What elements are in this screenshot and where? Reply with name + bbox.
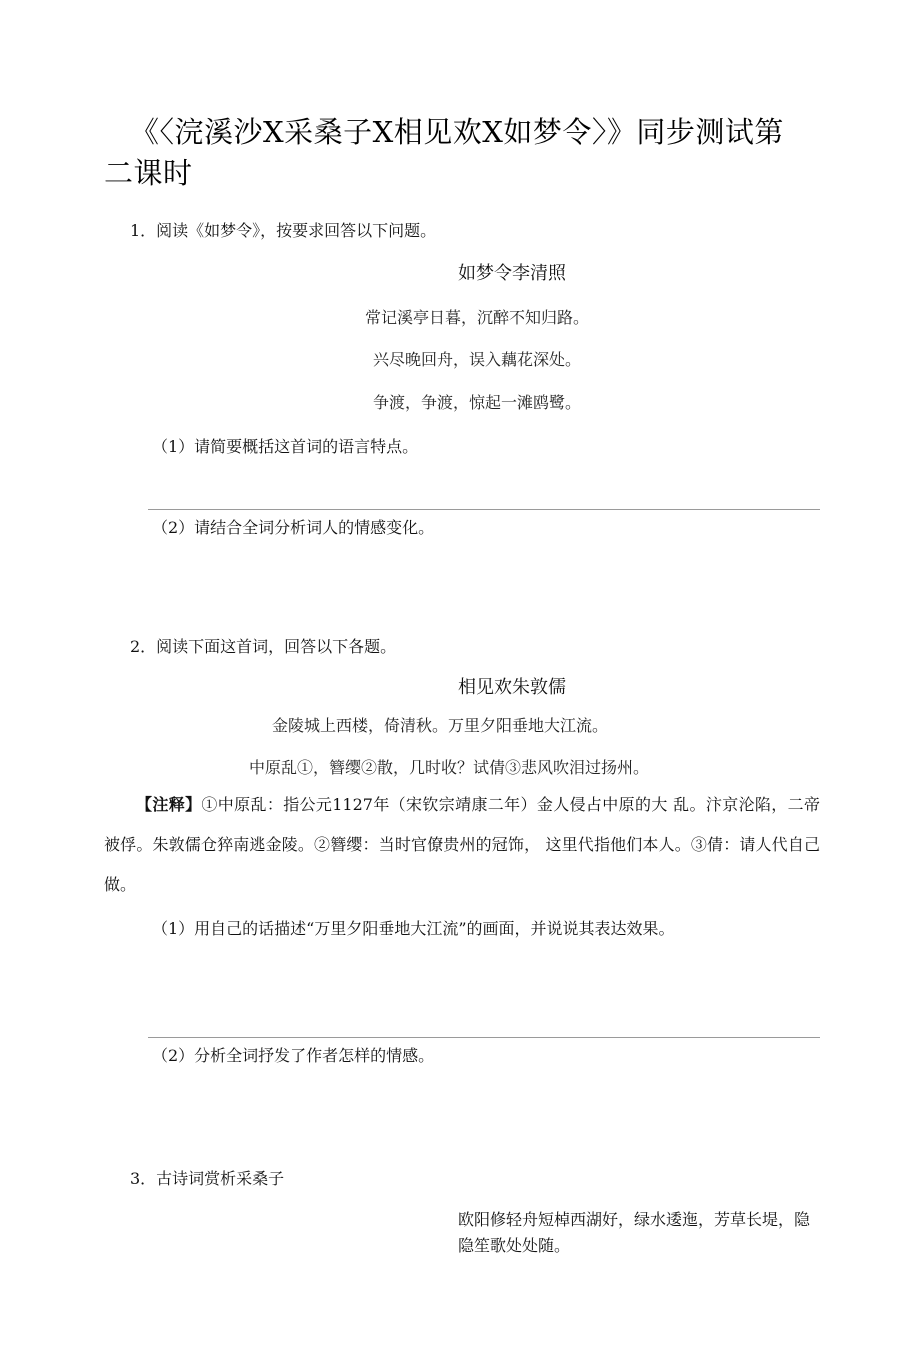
document-title-line2: 二课时 xyxy=(104,156,193,190)
document-title-line1: 《〈浣溪沙X采桑子X相见欢X如梦令〉》同步测试第 xyxy=(130,115,784,149)
q2-poem-title: 相见欢朱敦儒 xyxy=(458,677,566,698)
q2-poem-line: 金陵城上西楼，倚清秋。万里夕阳垂地大江流。 xyxy=(272,716,609,735)
q3-poem-text: 欧阳修轻舟短棹西湖好，绿水逶迤，芳草长堤，隐隐笙歌处处随。 xyxy=(458,1210,811,1255)
annotation-label: 【注释】 xyxy=(136,795,202,814)
q2-annotation xyxy=(104,785,820,905)
answer-line xyxy=(148,1037,820,1038)
q1-poem-line: 常记溪亭日暮，沉醉不知归路。 xyxy=(365,308,590,327)
q1-poem-line: 兴尽晚回舟，误入藕花深处。 xyxy=(373,350,582,369)
q1-subquestion-2: （2）请结合全词分析词人的情感变化。 xyxy=(152,518,435,537)
question-1-prompt: 1．阅读《如梦令》，按要求回答以下问题。 xyxy=(130,221,437,240)
q2-subquestion-1: （1）用自己的话描述“万里夕阳垂地大江流”的画面，并说说其表达效果。 xyxy=(152,919,675,938)
annotation-text: ①中原乱：指公元1127年（宋钦宗靖康二年）金人侵占中原的大 乱。汴京沦陷，二帝被俘。朱敦儒仓猝南逃金陵。②簪缨：当时官僚贵州的冠饰， 这里代指他们本人。③倩：请人代自己做。 xyxy=(104,795,820,894)
q1-poem-title: 如梦令李清照 xyxy=(458,263,566,284)
q1-subquestion-1: （1）请简要概括这首词的语言特点。 xyxy=(152,437,419,456)
question-3-prompt: 3．古诗词赏析采桑子 xyxy=(130,1169,285,1188)
answer-line xyxy=(148,509,820,510)
question-2-prompt: 2．阅读下面这首词，回答以下各题。 xyxy=(130,637,397,656)
q1-poem-line: 争渡，争渡，惊起一滩鸥鹭。 xyxy=(373,393,582,412)
q2-subquestion-2: （2）分析全词抒发了作者怎样的情感。 xyxy=(152,1046,435,1065)
q2-poem-line: 中原乱①，簪缨②散，几时收？试倩③悲风吹泪过扬州。 xyxy=(249,758,650,777)
